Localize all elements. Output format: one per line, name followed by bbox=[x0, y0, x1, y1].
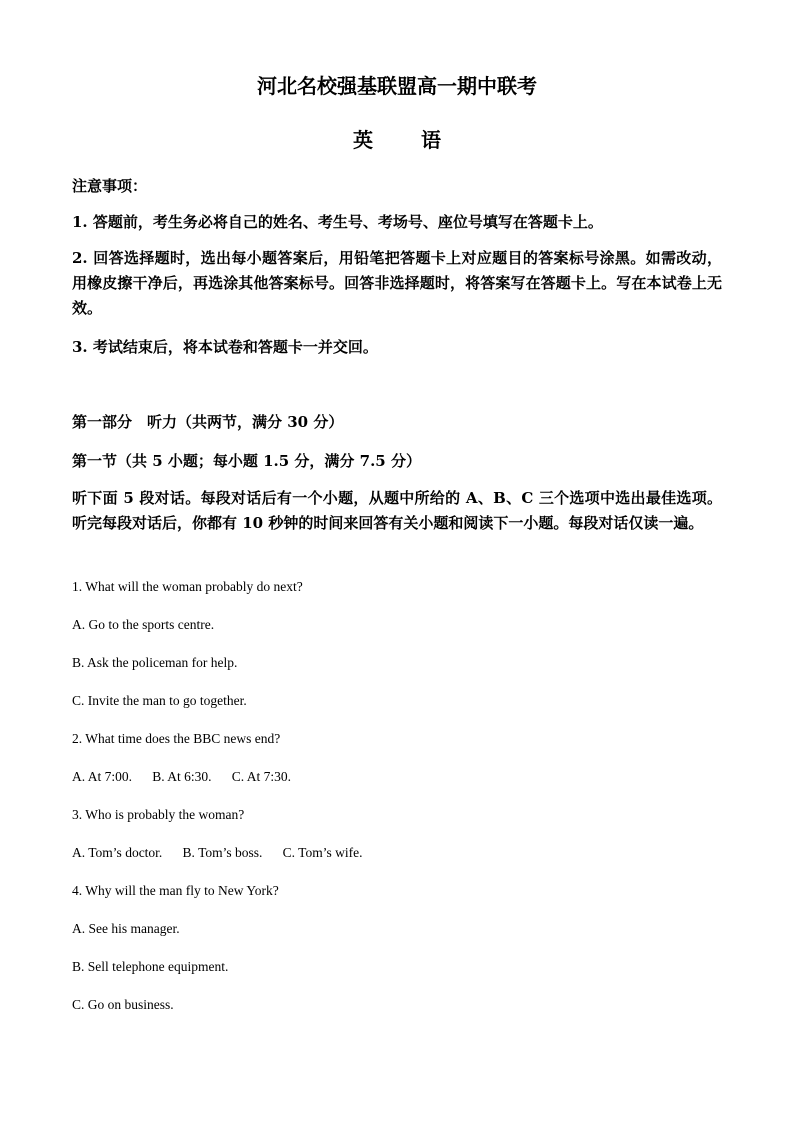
listening-instructions: 听下面 5 段对话。每段对话后有一个小题，从题中所给的 A、B、C 三个选项中选出最佳选项。听完每段对话后，你都有 10 秒钟的时间来回答有关小题和阅读下一小题。每段对话仅读一遍。 bbox=[72, 489, 722, 532]
subject-title: 英 语 bbox=[353, 128, 455, 152]
notice-item-3: 3. 考试结束后，将本试卷和答题卡一并交回。 bbox=[72, 338, 378, 356]
question-1-stem: 1. What will the woman probably do next? bbox=[72, 579, 303, 594]
question-3-stem: 3. Who is probably the woman? bbox=[72, 807, 245, 822]
notice-item-2: 2. 回答选择题时，选出每小题答案后，用铅笔把答题卡上对应题目的答案标号涂黑。如需改动，用橡皮擦干净后，再选涂其他答案标号。回答非选择题时，将答案写在答题卡上。写在本试卷上无效。 bbox=[72, 249, 722, 317]
question-4-option-b: B. Sell telephone equipment. bbox=[72, 959, 229, 974]
notice-heading: 注意事项： bbox=[72, 177, 148, 195]
notice-item-1: 1. 答题前，考生务必将自己的姓名、考生号、考场号、座位号填写在答题卡上。 bbox=[72, 213, 603, 231]
question-3-options: A. Tom’s doctor. B. Tom’s boss. C. Tom’s wife. bbox=[72, 845, 363, 860]
question-1-option-a: A. Go to the sports centre. bbox=[72, 617, 215, 632]
question-1-option-b: B. Ask the policeman for help. bbox=[72, 655, 238, 670]
question-2-options: A. At 7:00. B. At 6:30. C. At 7:30. bbox=[72, 769, 292, 784]
question-4-option-a: A. See his manager. bbox=[72, 921, 180, 936]
question-4-stem: 4. Why will the man fly to New York? bbox=[72, 883, 279, 898]
section1-heading: 第一节（共 5 小题；每小题 1.5 分，满分 7.5 分） bbox=[72, 452, 421, 470]
question-2-stem: 2. What time does the BBC news end? bbox=[72, 731, 281, 746]
exam-title: 河北名校强基联盟高一期中联考 bbox=[257, 74, 537, 98]
question-4-option-c: C. Go on business. bbox=[72, 997, 174, 1012]
part1-heading: 第一部分 听力（共两节，满分 30 分） bbox=[72, 413, 344, 431]
question-1-option-c: C. Invite the man to go together. bbox=[72, 693, 247, 708]
